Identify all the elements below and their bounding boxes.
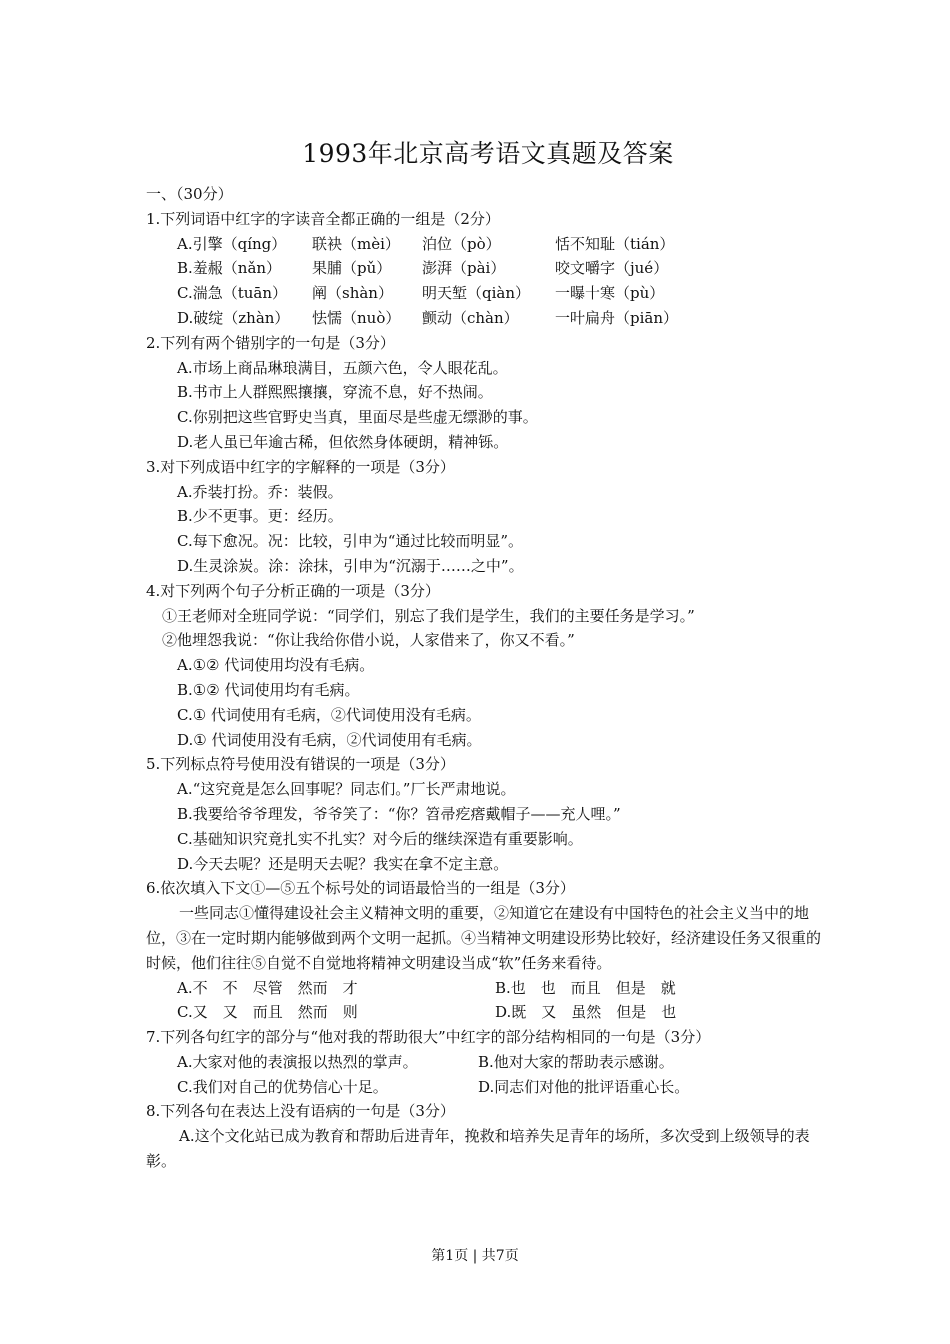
q1-cell: 一曝十寒（pù） — [555, 284, 665, 303]
q6-passage: 一些同志①懂得建设社会主义精神文明的重要，②知道它在建设有中国特色的社会主义当中的地位，③在一定时期内能够做到两个文明一起抓。④当精神文明建设形势比较好，经济建设任务又很重的时候，他们往往⑤自觉不自觉地将精神文明建设当成“软”任务来看待。 — [146, 904, 822, 972]
q1-option-row — [146, 256, 830, 281]
q1-cell: 怯懦（nuò） — [312, 308, 401, 327]
q6-option-b: B.也 也 而且 但是 就 — [495, 978, 676, 997]
q1-cell: B.羞赧（nǎn） — [177, 259, 282, 278]
q4-option-b: B.①② 代词使用均有毛病。 — [177, 680, 360, 699]
q1-cell: A.引擎（qíng） — [177, 234, 287, 253]
q1-cell: 澎湃（pài） — [422, 259, 506, 278]
q5-option-b: B.我要给爷爷理发，爷爷笑了：“你？笤帚疙瘩戴帽子——充人哩。” — [177, 804, 621, 823]
q1-cell: 颤动（chàn） — [422, 308, 519, 327]
q2-option-c: C.你别把这些官野史当真，里面尽是些虚无缥渺的事。 — [177, 408, 538, 427]
q6-option-row — [146, 1000, 830, 1025]
section-heading: 一、（30分） — [146, 185, 233, 203]
q6-option-c: C.又 又 而且 然而 则 — [177, 1003, 358, 1022]
q5-option-c: C.基础知识究竟扎实不扎实？对今后的继续深造有重要影响。 — [177, 829, 583, 848]
q3-stem: 3.对下列成语中红字的字解释的一项是（3分） — [146, 457, 455, 476]
q1-cell: D.破绽（zhàn） — [177, 308, 290, 327]
q5-stem: 5.下列标点符号使用没有错误的一项是（3分） — [146, 755, 455, 774]
q8-option-a: A.这个文化站已成为教育和帮助后进青年，挽救和培养失足青年的场所，多次受到上级领导的表彰。 — [146, 1127, 810, 1171]
q5-option-d: D.今天去呢？还是明天去呢？我实在拿不定主意。 — [177, 854, 509, 873]
q1-stem: 1.下列词语中红字的字读音全都正确的一组是（2分） — [146, 209, 500, 228]
q1-cell: 恬不知耻（tián） — [555, 234, 675, 253]
q3-option-d: D.生灵涂炭。涂：涂抹，引申为“沉溺于……之中”。 — [177, 556, 524, 575]
q8-stem: 8.下列各句在表达上没有语病的一句是（3分） — [146, 1102, 455, 1121]
q1-option-row — [146, 281, 830, 306]
q3-option-c: C.每下愈况。况：比较，引申为“通过比较而明显”。 — [177, 532, 524, 551]
page-footer: 第1页 | 共7页 — [431, 1248, 519, 1264]
q3-option-a: A.乔装打扮。乔：装假。 — [177, 482, 343, 501]
q1-cell: 阐（shàn） — [312, 284, 393, 303]
q1-cell: C.湍急（tuān） — [177, 284, 288, 303]
q7-option-row — [146, 1075, 830, 1100]
q7-option-d: D.同志们对他的批评语重心长。 — [478, 1077, 690, 1096]
q2-option-a: A.市场上商品琳琅满目，五颜六色，令人眼花乱。 — [177, 358, 508, 377]
document-title: 1993年北京高考语文真题及答案 — [302, 139, 674, 168]
q4-option-d: D.① 代词使用没有毛病，②代词使用有毛病。 — [177, 730, 482, 749]
q6-option-row — [146, 976, 830, 1001]
q5-option-a: A.“这究竟是怎么回事呢？同志们。”厂长严肃地说。 — [177, 780, 516, 799]
q7-option-c: C.我们对自己的优势信心十足。 — [177, 1077, 388, 1096]
q1-cell: 明天堑（qiàn） — [422, 284, 531, 303]
q4-option-c: C.① 代词使用有毛病，②代词使用没有毛病。 — [177, 705, 481, 724]
q6-option-d: D.既 又 虽然 但是 也 — [495, 1003, 677, 1022]
q4-option-a: A.①② 代词使用均没有毛病。 — [177, 656, 375, 675]
q7-stem: 7.下列各句红字的部分与“他对我的帮助很大”中红字的部分结构相同的一句是（3分） — [146, 1028, 711, 1047]
q4-sentence-1: ①王老师对全班同学说：“同学们，别忘了我们是学生，我们的主要任务是学习。” — [162, 606, 695, 625]
q1-cell: 咬文嚼字（jué） — [555, 259, 669, 278]
q4-stem: 4.对下列两个句子分析正确的一项是（3分） — [146, 581, 440, 600]
q1-cell: 泊位（pò） — [422, 234, 501, 253]
q4-sentence-2: ②他埋怨我说：“你让我给你借小说，人家借来了，你又不看。” — [162, 631, 575, 650]
q3-option-b: B.少不更事。更：经历。 — [177, 507, 343, 526]
q6-stem: 6.依次填入下文①—⑤五个标号处的词语最恰当的一组是（3分） — [146, 879, 575, 898]
q2-option-b: B.书市上人群熙熙攘攘，穿流不息，好不热闹。 — [177, 383, 493, 402]
q1-cell: 一叶扁舟（piān） — [555, 308, 679, 327]
q1-option-row — [146, 232, 830, 257]
q1-cell: 果脯（pǔ） — [312, 259, 392, 278]
q2-option-d: D.老人虽已年逾古稀，但依然身体硬朗，精神铄。 — [177, 432, 509, 451]
q1-option-row — [146, 306, 830, 331]
q7-option-a: A.大家对他的表演报以热烈的掌声。 — [177, 1052, 418, 1071]
q6-option-a: A.不 不 尽管 然而 才 — [177, 978, 358, 997]
q7-option-b: B.他对大家的帮助表示感谢。 — [478, 1052, 674, 1071]
q2-stem: 2.下列有两个错别字的一句是（3分） — [146, 333, 395, 352]
q7-option-row — [146, 1050, 830, 1075]
q1-cell: 联袂（mèi） — [312, 234, 400, 253]
